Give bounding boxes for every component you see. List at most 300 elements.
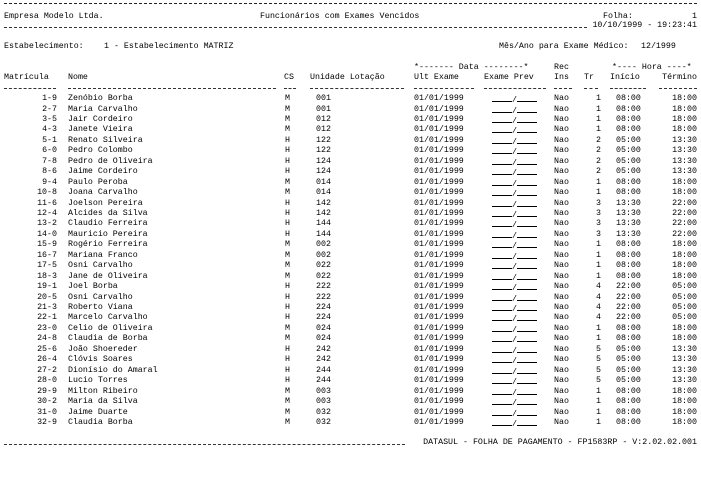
- blank-year: [517, 418, 537, 426]
- table-row: [4, 408, 697, 419]
- cell-nome: Jaime Cordeiro: [68, 167, 138, 177]
- cell-inicio: 05:00: [616, 156, 641, 166]
- cell-unidade: 122: [316, 146, 331, 156]
- cell-cs: H: [285, 198, 290, 208]
- cell-tr: 4: [596, 313, 601, 323]
- cell-cs: H: [285, 219, 290, 229]
- blank-slash: /: [512, 96, 517, 105]
- cell-ins: Nao: [554, 188, 569, 198]
- cell-matricula: 16-7: [37, 250, 57, 260]
- cell-cs: M: [285, 417, 290, 427]
- underline-ins: [554, 88, 572, 89]
- blank-month: [492, 178, 512, 186]
- blank-year: [517, 115, 537, 123]
- cell-ins: Nao: [554, 114, 569, 124]
- blank-slash: /: [512, 252, 517, 262]
- blank-month: [492, 397, 512, 405]
- blank-month: [492, 125, 512, 133]
- cell-nome: Osni Carvalho: [68, 292, 133, 302]
- company-name: Empresa Modelo Ltda.: [4, 12, 104, 21]
- cell-unidade: 124: [316, 167, 331, 177]
- cell-ult-exame: 01/01/1999: [414, 250, 464, 260]
- blank-slash: /: [512, 148, 517, 158]
- cell-termino: 18:00: [672, 261, 697, 271]
- cell-matricula: 19-1: [37, 282, 57, 292]
- blank-year: [517, 240, 537, 248]
- cell-ins: Nao: [554, 417, 569, 427]
- cell-termino: 13:30: [672, 146, 697, 156]
- cell-unidade: 012: [316, 125, 331, 135]
- cell-unidade: 124: [316, 156, 331, 166]
- blank-month: [492, 115, 512, 123]
- cell-unidade: 122: [316, 135, 331, 145]
- blank-slash: /: [512, 284, 517, 294]
- cell-matricula: 21-3: [37, 303, 57, 312]
- cell-matricula: 7-8: [42, 156, 57, 166]
- cell-nome: Pedro Colombo: [68, 146, 133, 156]
- table-row: [4, 261, 697, 272]
- cell-matricula: 23-0: [37, 323, 57, 333]
- cell-termino: 18:00: [672, 271, 697, 281]
- blank-month: [492, 293, 512, 301]
- blank-month: [492, 136, 512, 144]
- cell-unidade: 024: [316, 323, 331, 333]
- cell-cs: H: [285, 313, 290, 323]
- table-row: [4, 136, 697, 147]
- cell-termino: 22:00: [672, 198, 697, 208]
- cell-nome: Jair Cordeiro: [68, 114, 133, 124]
- cell-unidade: 022: [316, 271, 331, 281]
- col-nome: Nome: [68, 73, 88, 82]
- cell-tr: 5: [596, 376, 601, 386]
- cell-tr: 1: [596, 125, 601, 135]
- cell-ins: Nao: [554, 397, 569, 406]
- cell-cs: M: [285, 188, 290, 198]
- cell-ult-exame: 01/01/1999: [414, 261, 464, 271]
- table-row: [4, 334, 697, 345]
- cell-termino: 18:00: [672, 407, 697, 417]
- blank-year: [517, 282, 537, 290]
- blank-month: [492, 313, 512, 321]
- blank-year: [517, 167, 537, 175]
- cell-cs: H: [285, 135, 290, 145]
- blank-year: [517, 136, 537, 144]
- cell-tr: 3: [596, 198, 601, 208]
- cell-ins: Nao: [554, 156, 569, 166]
- cell-ins: Nao: [554, 365, 569, 375]
- table-row: [4, 167, 697, 178]
- cell-tr: 1: [596, 114, 601, 124]
- period-label: Mês/Ano para Exame Médico:: [499, 42, 629, 51]
- blank-slash: /: [512, 357, 517, 367]
- cell-ult-exame: 01/01/1999: [414, 198, 464, 208]
- blank-slash: /: [512, 106, 517, 116]
- cell-tr: 1: [596, 334, 601, 344]
- cell-ult-exame: 01/01/1999: [414, 376, 464, 386]
- cell-cs: M: [285, 261, 290, 271]
- cell-ult-exame: 01/01/1999: [414, 125, 464, 135]
- cell-ins: Nao: [554, 198, 569, 208]
- cell-ult-exame: 01/01/1999: [414, 177, 464, 187]
- blank-slash: /: [512, 169, 517, 179]
- cell-termino: 18:00: [672, 94, 697, 103]
- cell-inicio: 22:00: [616, 282, 641, 292]
- blank-slash: /: [512, 378, 517, 388]
- blank-month: [492, 345, 512, 353]
- cell-ins: Nao: [554, 177, 569, 187]
- cell-matricula: 2-7: [42, 104, 57, 114]
- cell-termino: 18:00: [672, 386, 697, 396]
- cell-matricula: 10-8: [37, 188, 57, 198]
- cell-cs: M: [285, 334, 290, 344]
- blank-month: [492, 334, 512, 342]
- cell-inicio: 05:00: [616, 376, 641, 386]
- blank-year: [517, 188, 537, 196]
- cell-inicio: 08:00: [616, 125, 641, 135]
- cell-ult-exame: 01/01/1999: [414, 240, 464, 250]
- blank-month: [492, 251, 512, 259]
- cell-ult-exame: 01/01/1999: [414, 135, 464, 145]
- cell-cs: M: [285, 397, 290, 406]
- cell-termino: 22:00: [672, 219, 697, 229]
- cell-ult-exame: 01/01/1999: [414, 365, 464, 375]
- blank-year: [517, 105, 537, 113]
- cell-unidade: 001: [316, 94, 331, 103]
- table-row: [4, 209, 697, 220]
- cell-ins: Nao: [554, 104, 569, 114]
- blank-slash: /: [512, 315, 517, 325]
- cell-cs: M: [285, 104, 290, 114]
- blank-month: [492, 230, 512, 238]
- table-row: [4, 178, 697, 189]
- column-underlines: [4, 82, 697, 93]
- col-matricula: Matrícula: [4, 73, 49, 82]
- cell-ins: Nao: [554, 94, 569, 103]
- cell-nome: Pedro de Oliveira: [68, 156, 153, 166]
- cell-cs: H: [285, 355, 290, 365]
- cell-termino: 13:30: [672, 156, 697, 166]
- blank-month: [492, 157, 512, 165]
- cell-nome: Maria Carvalho: [68, 104, 138, 114]
- cell-inicio: 13:30: [616, 219, 641, 229]
- cell-ins: Nao: [554, 355, 569, 365]
- footer-text: DATASUL - FOLHA DE PAGAMENTO - FP1583RP - V:2.02.02.001: [423, 438, 697, 447]
- table-row: [4, 199, 697, 210]
- table-row: [4, 303, 697, 314]
- cell-nome: Milton Ribeiro: [68, 386, 138, 396]
- cell-matricula: 26-4: [37, 355, 57, 365]
- cell-matricula: 1-9: [42, 94, 57, 103]
- cell-cs: H: [285, 292, 290, 302]
- blank-slash: /: [512, 127, 517, 137]
- cell-inicio: 08:00: [616, 386, 641, 396]
- cell-inicio: 05:00: [616, 344, 641, 354]
- blank-month: [492, 387, 512, 395]
- table-row: [4, 251, 697, 262]
- blank-year: [517, 261, 537, 269]
- blank-slash: /: [512, 116, 517, 126]
- blank-month: [492, 261, 512, 269]
- cell-ins: Nao: [554, 229, 569, 239]
- cell-unidade: 244: [316, 376, 331, 386]
- cell-unidade: 002: [316, 240, 331, 250]
- cell-ult-exame: 01/01/1999: [414, 229, 464, 239]
- cell-tr: 1: [596, 177, 601, 187]
- blank-month: [492, 219, 512, 227]
- cell-unidade: 014: [316, 188, 331, 198]
- cell-ult-exame: 01/01/1999: [414, 271, 464, 281]
- cell-tr: 1: [596, 397, 601, 406]
- blank-slash: /: [512, 221, 517, 231]
- blank-slash: /: [512, 190, 517, 200]
- cell-nome: Lucio Torres: [68, 376, 128, 386]
- cell-cs: M: [285, 125, 290, 135]
- cell-inicio: 08:00: [616, 271, 641, 281]
- cell-termino: 05:00: [672, 292, 697, 302]
- blank-year: [517, 251, 537, 259]
- cell-cs: M: [285, 94, 290, 103]
- blank-month: [492, 303, 512, 311]
- table-row: [4, 418, 697, 429]
- blank-month: [492, 94, 512, 102]
- blank-year: [517, 376, 537, 384]
- table-row: [4, 188, 697, 199]
- blank-year: [517, 146, 537, 154]
- cell-cs: H: [285, 156, 290, 166]
- cell-unidade: 144: [316, 229, 331, 239]
- cell-termino: 18:00: [672, 250, 697, 260]
- cell-ins: Nao: [554, 146, 569, 156]
- cell-ins: Nao: [554, 313, 569, 323]
- cell-nome: Paulo Peroba: [68, 177, 128, 187]
- cell-matricula: 31-0: [37, 407, 57, 417]
- col-cs: CS: [284, 73, 294, 82]
- cell-ins: Nao: [554, 167, 569, 177]
- cell-ins: Nao: [554, 376, 569, 386]
- cell-termino: 18:00: [672, 177, 697, 187]
- cell-matricula: 32-9: [37, 417, 57, 427]
- blank-year: [517, 355, 537, 363]
- table-row: [4, 397, 697, 408]
- table-row: [4, 272, 697, 283]
- cell-nome: Clóvis Soares: [68, 355, 133, 365]
- cell-nome: Janete Vieira: [68, 125, 133, 135]
- table-row: [4, 94, 697, 105]
- cell-termino: 18:00: [672, 323, 697, 333]
- cell-inicio: 22:00: [616, 313, 641, 323]
- blank-year: [517, 209, 537, 217]
- blank-month: [492, 167, 512, 175]
- blank-month: [492, 355, 512, 363]
- cell-tr: 3: [596, 208, 601, 218]
- blank-slash: /: [512, 346, 517, 356]
- table-row: [4, 313, 697, 324]
- cell-cs: M: [285, 240, 290, 250]
- cell-inicio: 08:00: [616, 261, 641, 271]
- cell-matricula: 13-2: [37, 219, 57, 229]
- table-row: [4, 282, 697, 293]
- underline-prev: [484, 88, 546, 89]
- cell-termino: 13:30: [672, 167, 697, 177]
- cell-ult-exame: 01/01/1999: [414, 156, 464, 166]
- cell-termino: 18:00: [672, 417, 697, 427]
- blank-slash: /: [512, 210, 517, 220]
- blank-slash: /: [512, 137, 517, 147]
- table-row: [4, 345, 697, 356]
- underline-termino: [659, 88, 697, 89]
- cell-termino: 13:30: [672, 365, 697, 375]
- blank-year: [517, 272, 537, 280]
- cell-unidade: 022: [316, 261, 331, 271]
- cell-matricula: 24-8: [37, 334, 57, 344]
- cell-termino: 18:00: [672, 397, 697, 406]
- cell-inicio: 05:00: [616, 355, 641, 365]
- col-termino: Término: [662, 73, 697, 82]
- cell-cs: H: [285, 167, 290, 177]
- blank-month: [492, 282, 512, 290]
- cell-tr: 2: [596, 135, 601, 145]
- cell-matricula: 27-2: [37, 365, 57, 375]
- hora-group-label: *---- Hora ----*: [612, 63, 692, 72]
- underline-nome: [68, 88, 276, 89]
- cell-ult-exame: 01/01/1999: [414, 292, 464, 302]
- cell-ult-exame: 01/01/1999: [414, 334, 464, 344]
- underline-ult: [414, 88, 474, 89]
- cell-termino: 22:00: [672, 229, 697, 239]
- cell-unidade: 012: [316, 114, 331, 124]
- underline-unidade: [310, 88, 404, 89]
- cell-tr: 4: [596, 303, 601, 312]
- cell-cs: M: [285, 114, 290, 124]
- blank-year: [517, 397, 537, 405]
- page-number: 1: [692, 12, 697, 21]
- filters-line: [4, 42, 697, 53]
- cell-nome: Osni Carvalho: [68, 261, 133, 271]
- cell-ult-exame: 01/01/1999: [414, 397, 464, 406]
- cell-inicio: 08:00: [616, 407, 641, 417]
- cell-nome: Claudia Borba: [68, 417, 133, 427]
- cell-tr: 5: [596, 365, 601, 375]
- cell-ins: Nao: [554, 334, 569, 344]
- cell-inicio: 05:00: [616, 146, 641, 156]
- cell-ins: Nao: [554, 292, 569, 302]
- cell-tr: 2: [596, 146, 601, 156]
- cell-ult-exame: 01/01/1999: [414, 188, 464, 198]
- cell-ult-exame: 01/01/1999: [414, 386, 464, 396]
- cell-inicio: 08:00: [616, 250, 641, 260]
- cell-ult-exame: 01/01/1999: [414, 219, 464, 229]
- blank-slash: /: [512, 399, 517, 408]
- cell-exame-prev-blank: [492, 418, 537, 431]
- cell-matricula: 20-5: [37, 292, 57, 302]
- cell-termino: 13:30: [672, 376, 697, 386]
- cell-ins: Nao: [554, 282, 569, 292]
- cell-ult-exame: 01/01/1999: [414, 407, 464, 417]
- cell-unidade: 222: [316, 292, 331, 302]
- blank-year: [517, 345, 537, 353]
- cell-termino: 18:00: [672, 104, 697, 114]
- cell-unidade: 032: [316, 407, 331, 417]
- blank-year: [517, 334, 537, 342]
- cell-termino: 18:00: [672, 125, 697, 135]
- cell-ult-exame: 01/01/1999: [414, 344, 464, 354]
- cell-matricula: 11-6: [37, 198, 57, 208]
- cell-nome: Roberto Viana: [68, 303, 133, 312]
- table-row: [4, 355, 697, 366]
- blank-year: [517, 178, 537, 186]
- cell-matricula: 3-5: [42, 114, 57, 124]
- report-footer: [4, 438, 697, 449]
- table-row: [4, 219, 697, 230]
- cell-matricula: 6-0: [42, 146, 57, 156]
- blank-slash: /: [512, 158, 517, 168]
- cell-ult-exame: 01/01/1999: [414, 355, 464, 365]
- cell-inicio: 08:00: [616, 177, 641, 187]
- blank-year: [517, 387, 537, 395]
- footer-rule: [4, 444, 405, 445]
- cell-matricula: 15-9: [37, 240, 57, 250]
- cell-tr: 4: [596, 282, 601, 292]
- cell-inicio: 08:00: [616, 104, 641, 114]
- cell-unidade: 003: [316, 386, 331, 396]
- cell-unidade: 003: [316, 397, 331, 406]
- cell-inicio: 08:00: [616, 114, 641, 124]
- table-row: [4, 157, 697, 168]
- cell-cs: H: [285, 208, 290, 218]
- cell-nome: João Shoereder: [68, 344, 138, 354]
- cell-cs: H: [285, 365, 290, 375]
- cell-nome: Joana Carvalho: [68, 188, 138, 198]
- cell-tr: 3: [596, 229, 601, 239]
- cell-ult-exame: 01/01/1999: [414, 104, 464, 114]
- cell-ins: Nao: [554, 386, 569, 396]
- cell-tr: 2: [596, 156, 601, 166]
- cell-ult-exame: 01/01/1999: [414, 417, 464, 427]
- establishment-label: Estabelecimento:: [4, 42, 84, 51]
- blank-year: [517, 366, 537, 374]
- blank-slash: /: [512, 419, 517, 429]
- table-row: [4, 366, 697, 377]
- cell-matricula: 4-3: [42, 125, 57, 135]
- cell-termino: 13:30: [672, 135, 697, 145]
- cell-inicio: 13:30: [616, 229, 641, 239]
- cell-matricula: 30-2: [37, 397, 57, 406]
- cell-inicio: 22:00: [616, 292, 641, 302]
- cell-termino: 05:00: [672, 303, 697, 312]
- cell-tr: 1: [596, 240, 601, 250]
- cell-matricula: 9-4: [42, 177, 57, 187]
- blank-month: [492, 240, 512, 248]
- column-group-header: [4, 63, 697, 74]
- blank-slash: /: [512, 367, 517, 377]
- cell-ins: Nao: [554, 271, 569, 281]
- cell-matricula: 12-4: [37, 208, 57, 218]
- blank-year: [517, 303, 537, 311]
- cell-inicio: 13:30: [616, 198, 641, 208]
- cell-unidade: 224: [316, 303, 331, 312]
- cell-unidade: 242: [316, 344, 331, 354]
- col-exame-prev: Exame Prev: [484, 73, 534, 82]
- cell-unidade: 222: [316, 282, 331, 292]
- cell-nome: Rogério Ferreira: [68, 240, 148, 250]
- table-row: [4, 293, 697, 304]
- cell-inicio: 05:00: [616, 135, 641, 145]
- cell-termino: 22:00: [672, 208, 697, 218]
- cell-tr: 1: [596, 323, 601, 333]
- cell-tr: 1: [596, 250, 601, 260]
- cell-ult-exame: 01/01/1999: [414, 323, 464, 333]
- table-row: [4, 125, 697, 136]
